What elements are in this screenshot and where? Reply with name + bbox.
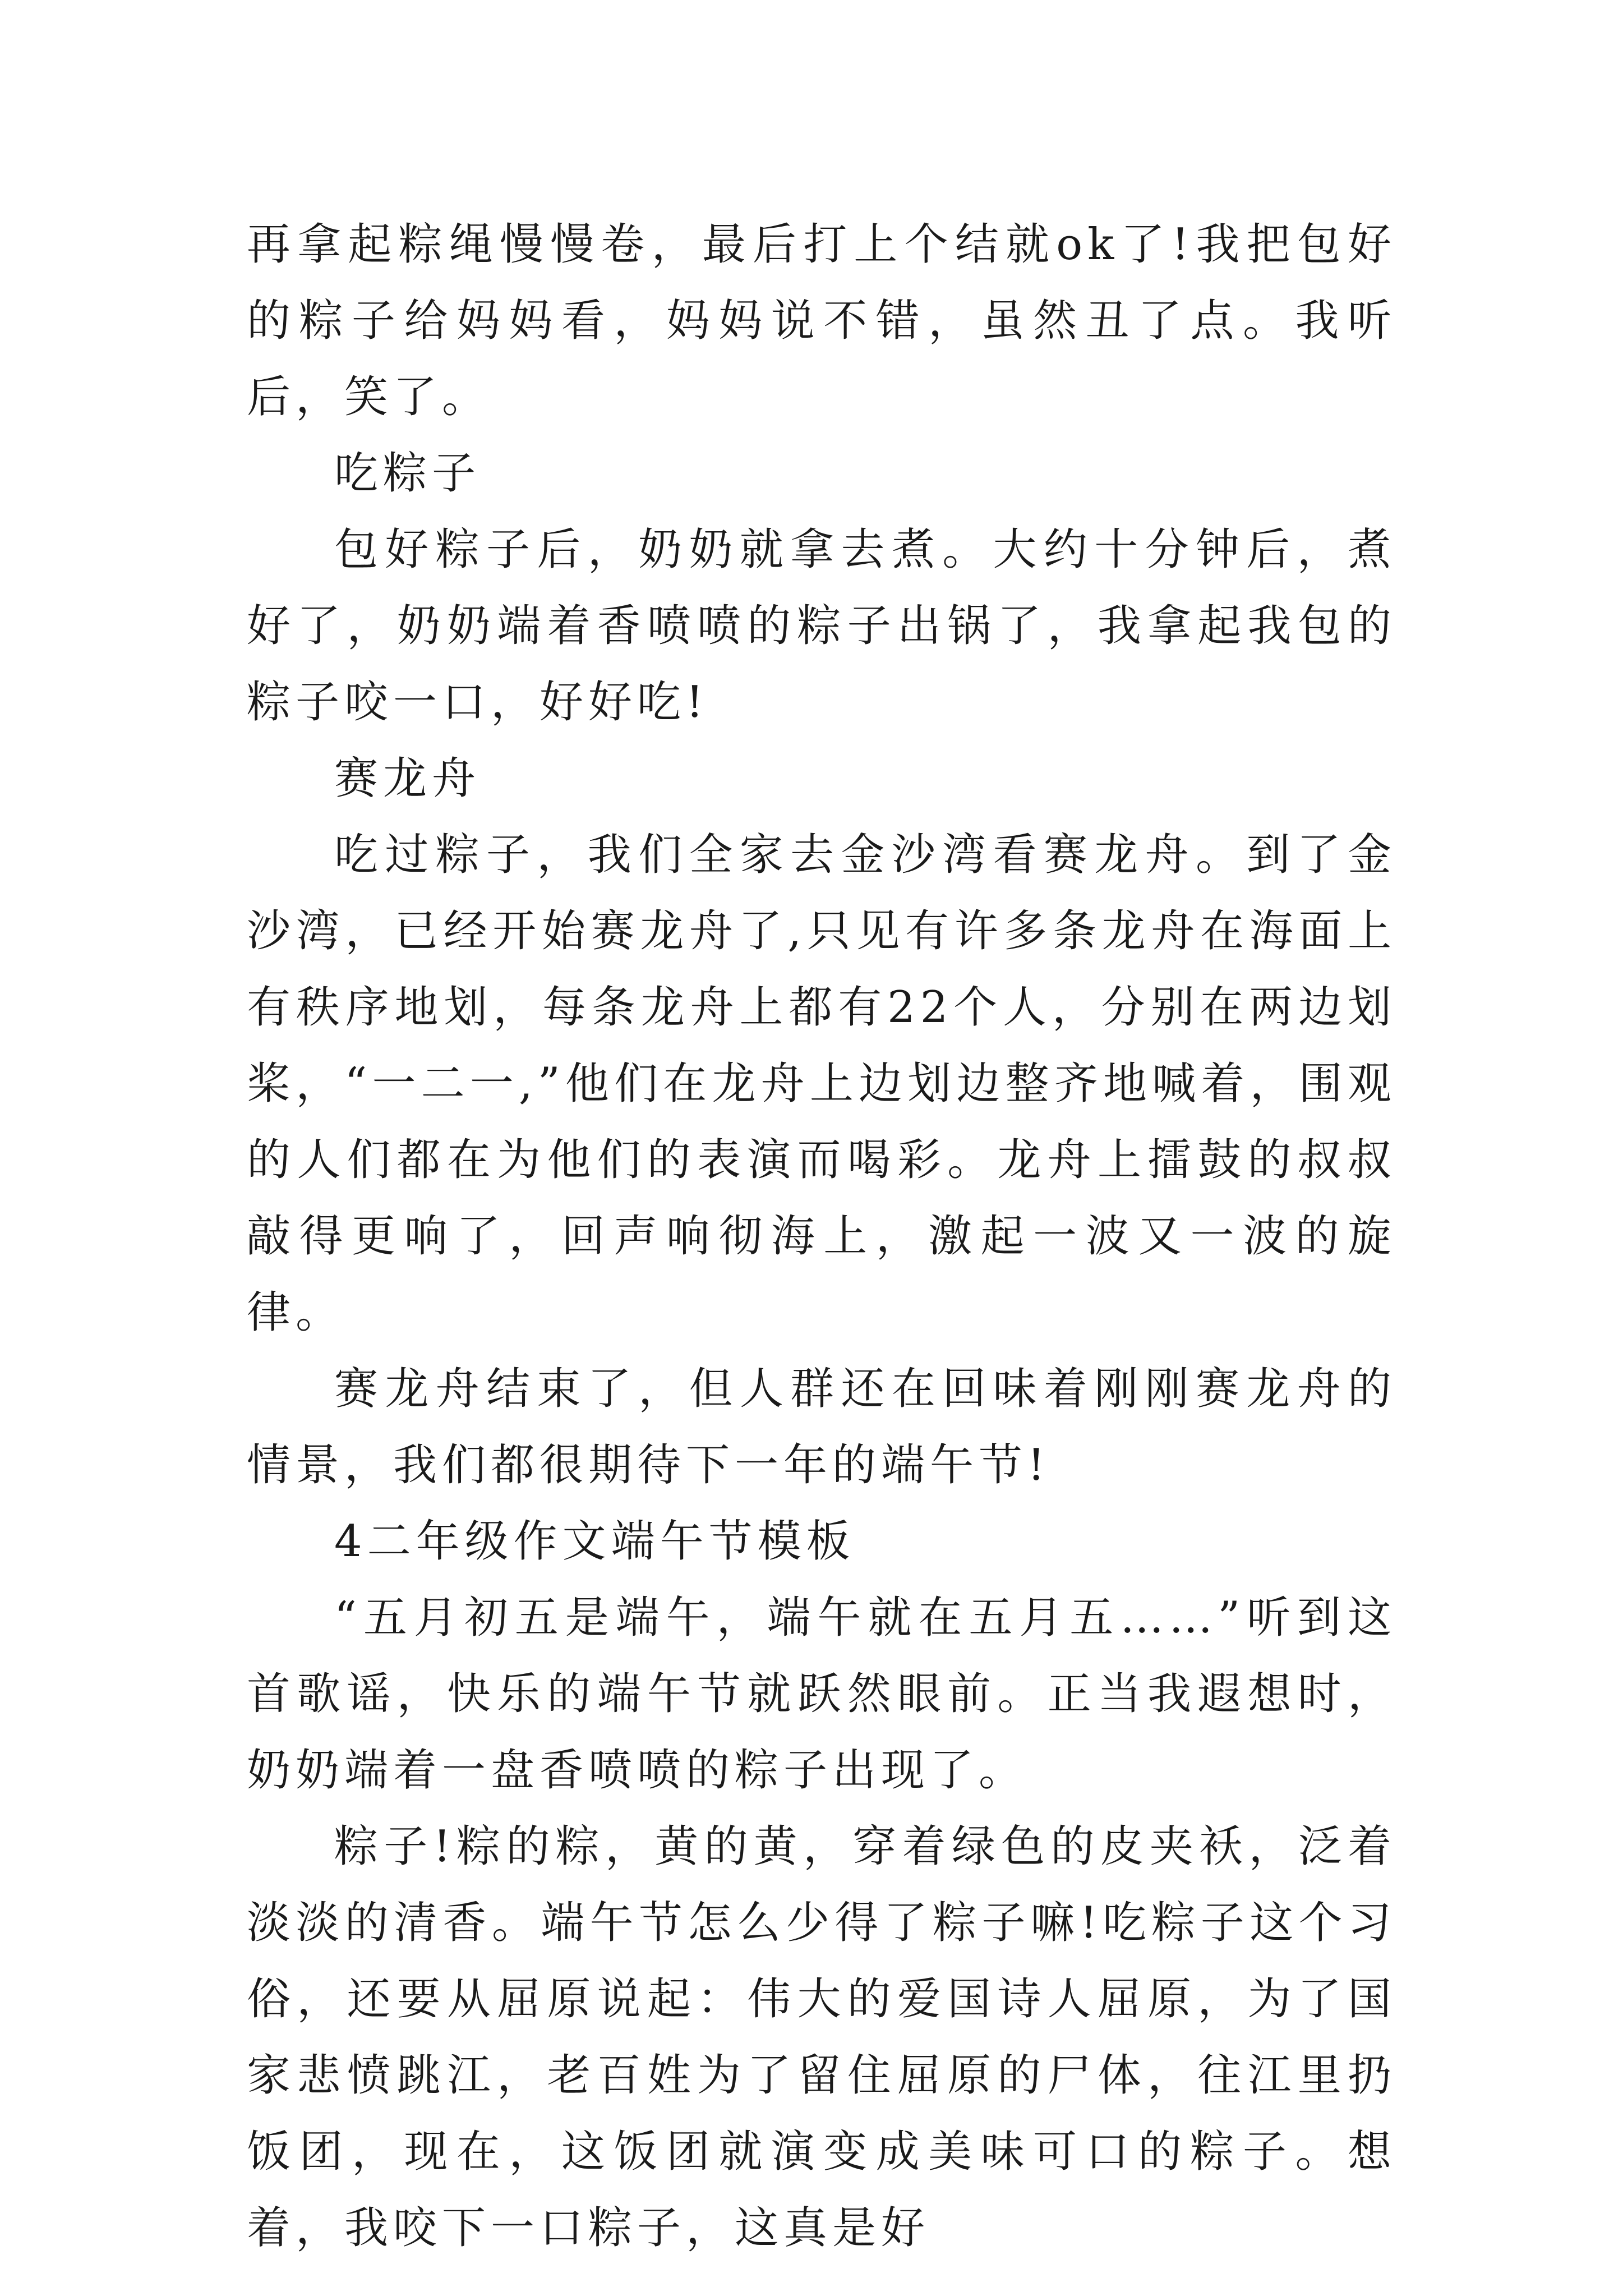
section-title: 4二年级作文端午节模板 xyxy=(334,1516,855,1567)
paragraph-1: 再拿起粽绳慢慢卷，最后打上个结就ok了!我把包好的粽子给妈妈看，妈妈说不错，虽然丑了点。我听后，笑了。 xyxy=(247,219,1396,422)
paragraph-3: 包好粽子后，奶奶就拿去煮。大约十分钟后，煮好了，奶奶端着香喷喷的粽子出锅了，我拿起我包的粽子咬一口，好好吃! xyxy=(247,524,1396,728)
heading-eat-zongzi: 吃粽子 xyxy=(334,448,481,499)
paragraph-8: “五月初五是端午，端午就在五月五……”听到这首歌谣，快乐的端午节就跃然眼前。正当我遐想时，奶奶端着一盘香喷喷的粽子出现了。 xyxy=(247,1593,1396,1796)
document-body xyxy=(247,206,1396,2266)
paragraph-5: 吃过粽子，我们全家去金沙湾看赛龙舟。到了金沙湾，已经开始赛龙舟了,只见有许多条龙舟在海面上有秩序地划，每条龙舟上都有22个人，分别在两边划桨，“一二一,”他们在龙舟上边划边整齐地喊着，围观的人们都在为他们的表演而喝彩。龙舟上擂鼓的叔叔敲得更响了，回声响彻海上，激起一波又一波的旋律。 xyxy=(247,830,1396,1338)
paragraph-9: 粽子!粽的粽，黄的黄，穿着绿色的皮夹袄，泛着淡淡的清香。端午节怎么少得了粽子嘛!吃粽子这个习俗，还要从屈原说起：伟大的爱国诗人屈原，为了国家悲愤跳江，老百姓为了留住屈原的尸体，往江里扔饭团，现在，这饭团就演变成美味可口的粽子。想着，我咬下一口粽子，这真是好 xyxy=(247,1821,1396,2253)
paragraph-6: 赛龙舟结束了，但人群还在回味着刚刚赛龙舟的情景，我们都很期待下一年的端午节! xyxy=(247,1364,1396,1490)
heading-dragon-boat: 赛龙舟 xyxy=(334,753,481,804)
